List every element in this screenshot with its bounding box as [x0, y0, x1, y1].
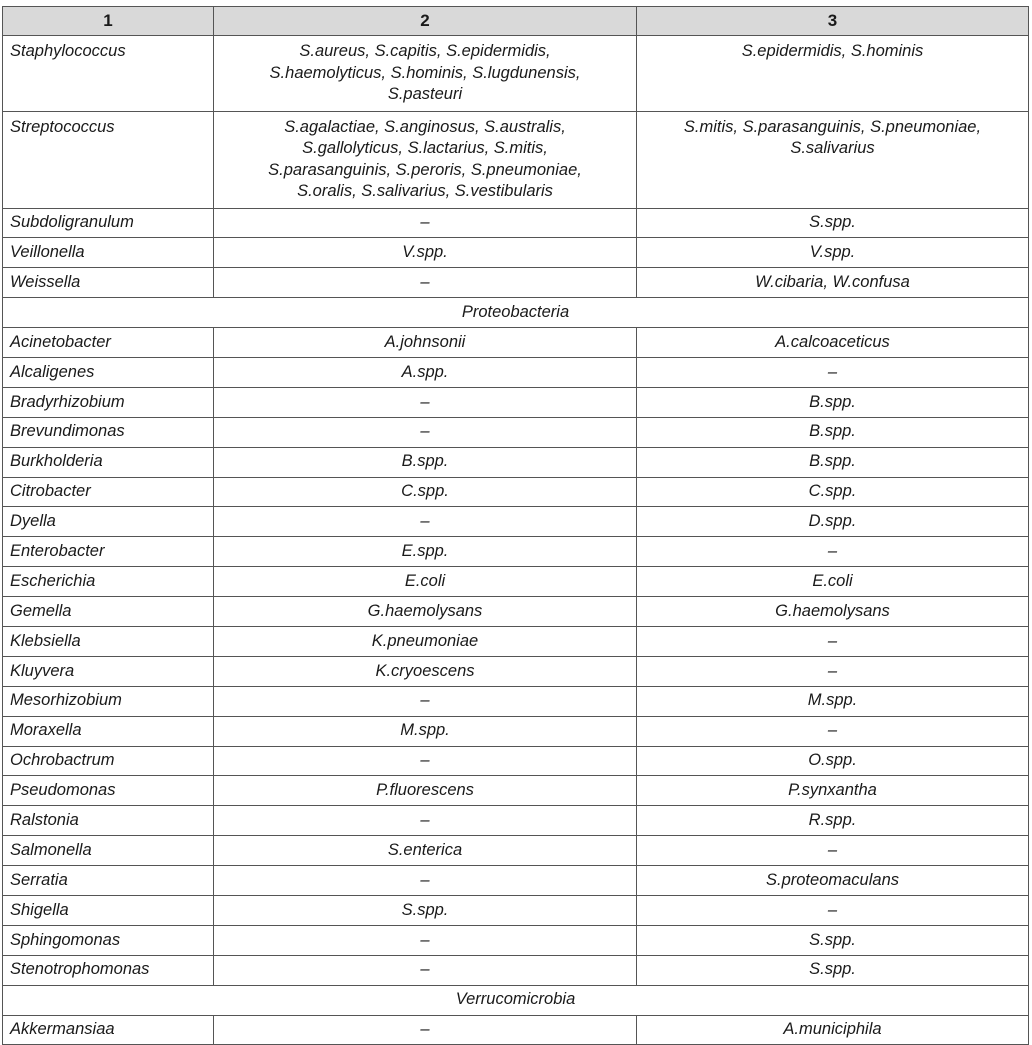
- species-table-container: [2, 6, 1028, 1045]
- genus-cell: Serratia: [3, 866, 214, 896]
- species-cell-col2: [214, 36, 637, 112]
- genus-cell: Sphingomonas: [3, 925, 214, 955]
- genus-cell: Klebsiella: [3, 626, 214, 656]
- genus-cell: Dyella: [3, 507, 214, 537]
- table-row: [3, 776, 1029, 806]
- genus-cell: Brevundimonas: [3, 417, 214, 447]
- table-row: [3, 111, 1029, 208]
- species-cell-col2: K.pneumoniae: [214, 626, 637, 656]
- table-body: [3, 36, 1029, 1045]
- table-row: [3, 686, 1029, 716]
- table-row: [3, 537, 1029, 567]
- species-cell-col2: –: [214, 866, 637, 896]
- genus-cell: Escherichia: [3, 567, 214, 597]
- table-row: [3, 507, 1029, 537]
- species-cell-col3: S.spp.: [637, 208, 1029, 238]
- species-cell-col2: –: [214, 1015, 637, 1045]
- species-text: S.aureus, S.capitis, S.epidermidis, S.haemolyticus, S.hominis, S.lugdunensis, S.pasteuri: [269, 42, 581, 103]
- species-cell-col2: –: [214, 806, 637, 836]
- species-cell-col2: –: [214, 955, 637, 985]
- genus-cell: Alcaligenes: [3, 357, 214, 387]
- species-text: S.agalactiae, S.anginosus, S.australis, S.gallolyticus, S.lactarius, S.mitis, S.parasanguinis, S.peroris, S.pneumoniae, S.oralis, S.salivarius, S.vestibularis: [268, 117, 582, 200]
- species-cell-col3: –: [637, 716, 1029, 746]
- species-cell-col2: A.spp.: [214, 357, 637, 387]
- column-header-2: 2: [214, 7, 637, 36]
- species-cell-col3: –: [637, 656, 1029, 686]
- table-row: [3, 866, 1029, 896]
- genus-cell: Enterobacter: [3, 537, 214, 567]
- table-row: [3, 36, 1029, 112]
- table-row: [3, 1015, 1029, 1045]
- genus-cell: Weissella: [3, 268, 214, 298]
- species-cell-col3: –: [637, 626, 1029, 656]
- species-cell-col2: –: [214, 417, 637, 447]
- genus-cell: Staphylococcus: [3, 36, 214, 112]
- table-row: [3, 567, 1029, 597]
- species-cell-col3: R.spp.: [637, 806, 1029, 836]
- table-row: [3, 208, 1029, 238]
- table-row: [3, 238, 1029, 268]
- genus-cell: Kluyvera: [3, 656, 214, 686]
- table-row: [3, 447, 1029, 477]
- genus-cell: Burkholderia: [3, 447, 214, 477]
- genus-cell: Veillonella: [3, 238, 214, 268]
- species-cell-col3: O.spp.: [637, 746, 1029, 776]
- column-header-3: 3: [637, 7, 1029, 36]
- species-cell-col3: S.epidermidis, S.hominis: [637, 36, 1029, 112]
- group-heading: Verrucomicrobia: [3, 985, 1029, 1015]
- table-row: [3, 806, 1029, 836]
- species-cell-col2: E.coli: [214, 567, 637, 597]
- species-cell-col2: C.spp.: [214, 477, 637, 507]
- species-cell-col3: B.spp.: [637, 387, 1029, 417]
- species-cell-col2: A.johnsonii: [214, 328, 637, 358]
- species-cell-col3: A.calcoaceticus: [637, 328, 1029, 358]
- genus-cell: Pseudomonas: [3, 776, 214, 806]
- table-row: [3, 955, 1029, 985]
- genus-cell: Acinetobacter: [3, 328, 214, 358]
- species-cell-col3: S.spp.: [637, 955, 1029, 985]
- table-row: [3, 716, 1029, 746]
- species-cell-col2: –: [214, 268, 637, 298]
- table-row: [3, 656, 1029, 686]
- genus-cell: Bradyrhizobium: [3, 387, 214, 417]
- genus-cell: Ochrobactrum: [3, 746, 214, 776]
- table-row: [3, 746, 1029, 776]
- header-row: [3, 7, 1029, 36]
- genus-cell: Moraxella: [3, 716, 214, 746]
- genus-cell: Gemella: [3, 597, 214, 627]
- species-cell-col2: –: [214, 925, 637, 955]
- species-cell-col2: –: [214, 507, 637, 537]
- group-row: [3, 985, 1029, 1015]
- species-cell-col3: S.proteomaculans: [637, 866, 1029, 896]
- species-cell-col2: S.spp.: [214, 895, 637, 925]
- table-row: [3, 387, 1029, 417]
- table-row: [3, 417, 1029, 447]
- species-cell-col3: C.spp.: [637, 477, 1029, 507]
- species-cell-col3: –: [637, 836, 1029, 866]
- genus-cell: Subdoligranulum: [3, 208, 214, 238]
- species-cell-col3: B.spp.: [637, 417, 1029, 447]
- species-cell-col3: [637, 111, 1029, 208]
- species-cell-col3: G.haemolysans: [637, 597, 1029, 627]
- species-cell-col3: W.cibaria, W.confusa: [637, 268, 1029, 298]
- species-cell-col3: E.coli: [637, 567, 1029, 597]
- species-cell-col3: D.spp.: [637, 507, 1029, 537]
- species-cell-col2: M.spp.: [214, 716, 637, 746]
- species-cell-col3: –: [637, 537, 1029, 567]
- species-cell-col3: M.spp.: [637, 686, 1029, 716]
- species-cell-col2: –: [214, 686, 637, 716]
- species-cell-col3: S.spp.: [637, 925, 1029, 955]
- species-cell-col2: –: [214, 387, 637, 417]
- species-cell-col2: E.spp.: [214, 537, 637, 567]
- species-cell-col2: V.spp.: [214, 238, 637, 268]
- species-cell-col2: –: [214, 208, 637, 238]
- species-cell-col3: –: [637, 357, 1029, 387]
- table-row: [3, 597, 1029, 627]
- species-cell-col3: A.municiphila: [637, 1015, 1029, 1045]
- species-cell-col2: –: [214, 746, 637, 776]
- table-row: [3, 626, 1029, 656]
- table-header: [3, 7, 1029, 36]
- group-row: [3, 298, 1029, 328]
- species-text: S.mitis, S.parasanguinis, S.pneumoniae, S.salivarius: [683, 117, 982, 157]
- species-cell-col3: P.synxantha: [637, 776, 1029, 806]
- species-cell-col2: B.spp.: [214, 447, 637, 477]
- table-row: [3, 357, 1029, 387]
- genus-cell: Salmonella: [3, 836, 214, 866]
- species-cell-col2: P.fluorescens: [214, 776, 637, 806]
- species-cell-col2: K.cryoescens: [214, 656, 637, 686]
- table-row: [3, 328, 1029, 358]
- table-row: [3, 925, 1029, 955]
- species-cell-col2: [214, 111, 637, 208]
- species-cell-col3: B.spp.: [637, 447, 1029, 477]
- table-row: [3, 268, 1029, 298]
- genus-cell: Ralstonia: [3, 806, 214, 836]
- genus-cell: Citrobacter: [3, 477, 214, 507]
- species-cell-col3: –: [637, 895, 1029, 925]
- genus-cell: Streptococcus: [3, 111, 214, 208]
- genus-cell: Shigella: [3, 895, 214, 925]
- genus-cell: Stenotrophomonas: [3, 955, 214, 985]
- species-cell-col2: S.enterica: [214, 836, 637, 866]
- genus-cell: Akkermansiaa: [3, 1015, 214, 1045]
- column-header-1: 1: [3, 7, 214, 36]
- genus-cell: Mesorhizobium: [3, 686, 214, 716]
- species-cell-col3: V.spp.: [637, 238, 1029, 268]
- species-cell-col2: G.haemolysans: [214, 597, 637, 627]
- table-row: [3, 836, 1029, 866]
- group-heading: Proteobacteria: [3, 298, 1029, 328]
- table-row: [3, 895, 1029, 925]
- table-row: [3, 477, 1029, 507]
- species-table: [2, 6, 1029, 1045]
